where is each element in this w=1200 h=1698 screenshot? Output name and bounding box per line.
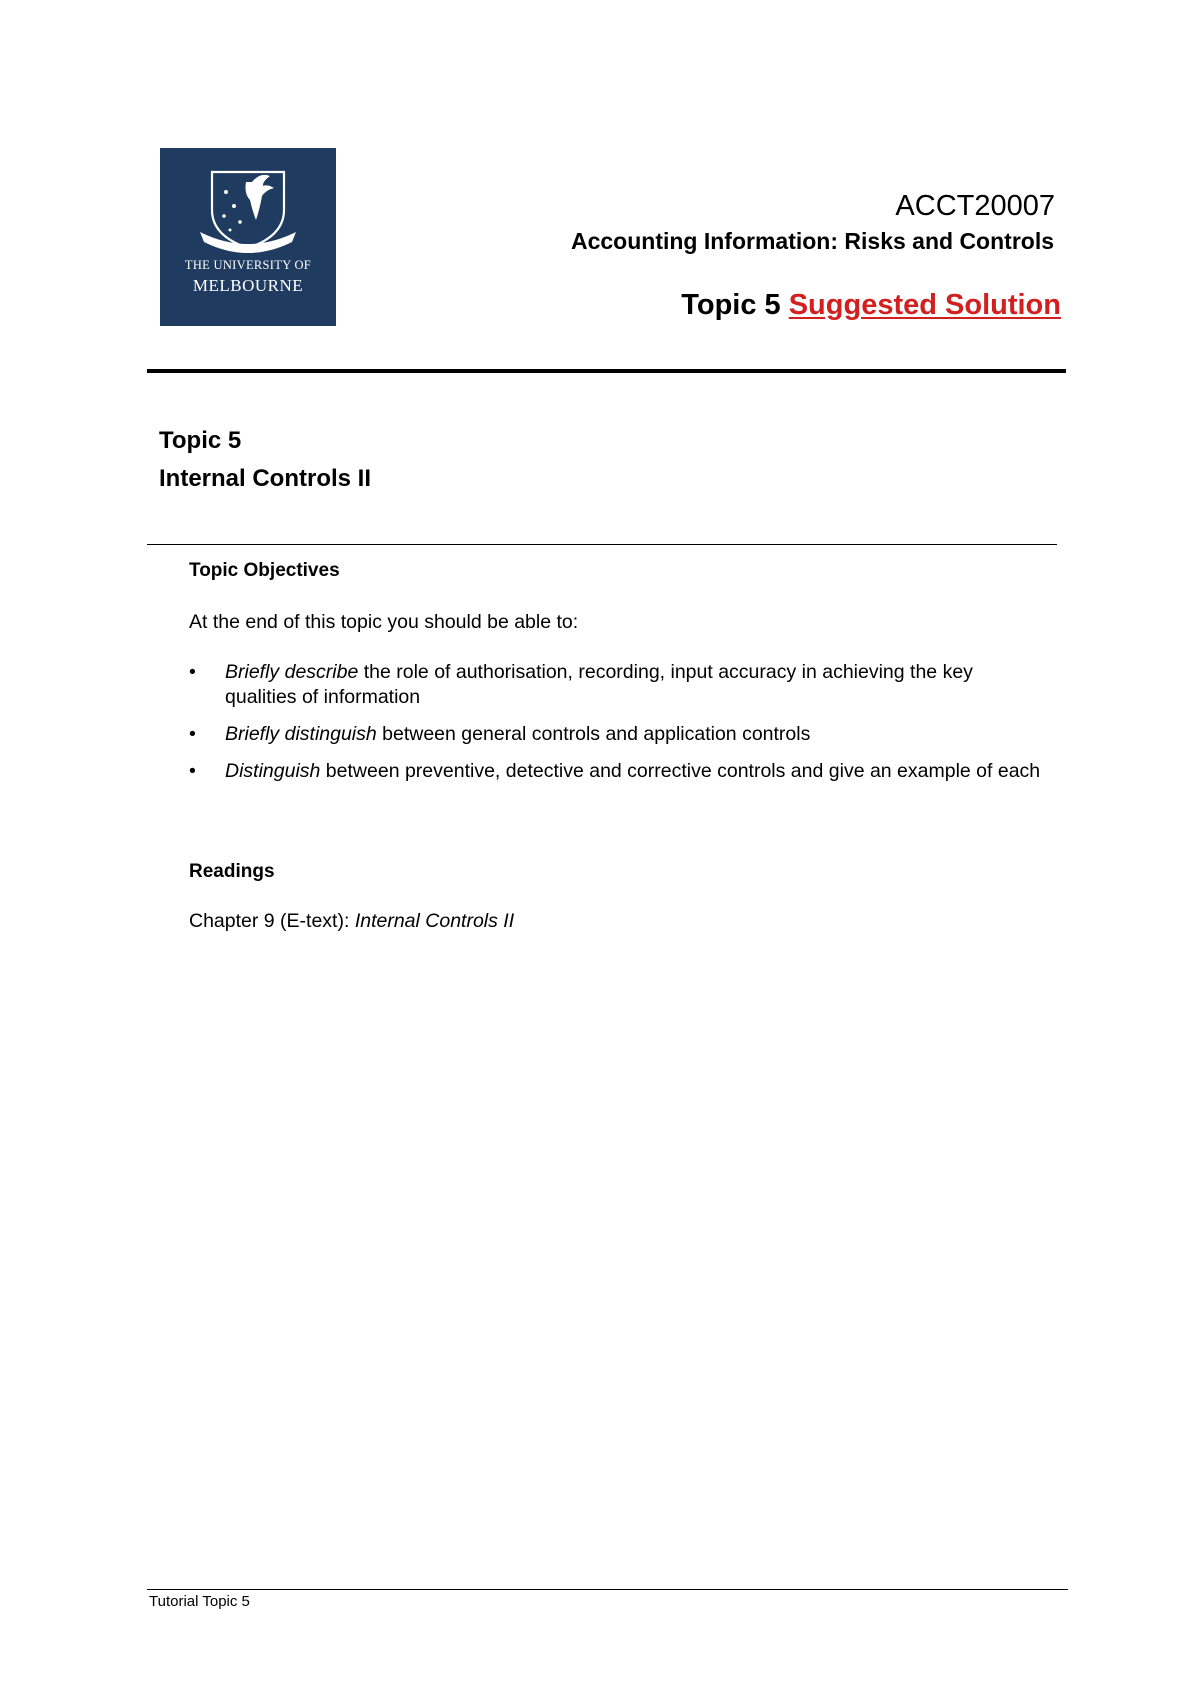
course-code: ACCT20007 bbox=[895, 190, 1055, 222]
course-name: Accounting Information: Risks and Controls bbox=[570, 228, 1054, 254]
objective-emph: Briefly distinguish bbox=[225, 723, 377, 745]
objective-emph: Briefly describe bbox=[225, 661, 359, 683]
objective-text: the role of authorisation, recording, input accuracy in achieving the key qualities of information bbox=[225, 661, 973, 708]
title-prefix: Topic 5 bbox=[681, 289, 789, 321]
title-highlight: Suggested Solution bbox=[788, 289, 1061, 321]
university-crest-icon bbox=[160, 148, 336, 258]
logo-line1: THE UNIVERSITY OF bbox=[184, 258, 312, 272]
list-item bbox=[189, 660, 1049, 710]
document-title bbox=[681, 289, 1061, 322]
readings-title: Internal Controls II bbox=[354, 910, 515, 932]
header-divider bbox=[147, 369, 1066, 373]
topic-number: Topic 5 bbox=[159, 427, 242, 454]
footer-text: Tutorial Topic 5 bbox=[149, 1593, 250, 1610]
readings-heading: Readings bbox=[189, 861, 275, 882]
bullet-icon: • bbox=[189, 760, 196, 782]
objectives-intro: At the end of this topic you should be able to: bbox=[189, 611, 579, 633]
footer-divider bbox=[147, 1589, 1068, 1590]
readings-prefix: Chapter 9 (E-text): bbox=[189, 910, 355, 932]
objective-text: between general controls and application controls bbox=[376, 723, 811, 745]
list-item bbox=[189, 759, 1049, 784]
objective-text: between preventive, detective and corrective controls and give an example of each bbox=[320, 760, 1041, 782]
bullet-icon: • bbox=[189, 723, 196, 745]
logo-line2: MELBOURNE bbox=[192, 276, 304, 295]
university-logo bbox=[160, 148, 336, 326]
objectives-heading: Topic Objectives bbox=[189, 560, 340, 581]
list-item bbox=[189, 722, 1049, 747]
objectives-list bbox=[189, 660, 1049, 796]
objective-emph: Distinguish bbox=[225, 760, 321, 782]
bullet-icon: • bbox=[189, 661, 196, 683]
section-divider bbox=[147, 544, 1057, 545]
topic-name: Internal Controls II bbox=[159, 465, 372, 492]
readings-line bbox=[189, 910, 514, 933]
